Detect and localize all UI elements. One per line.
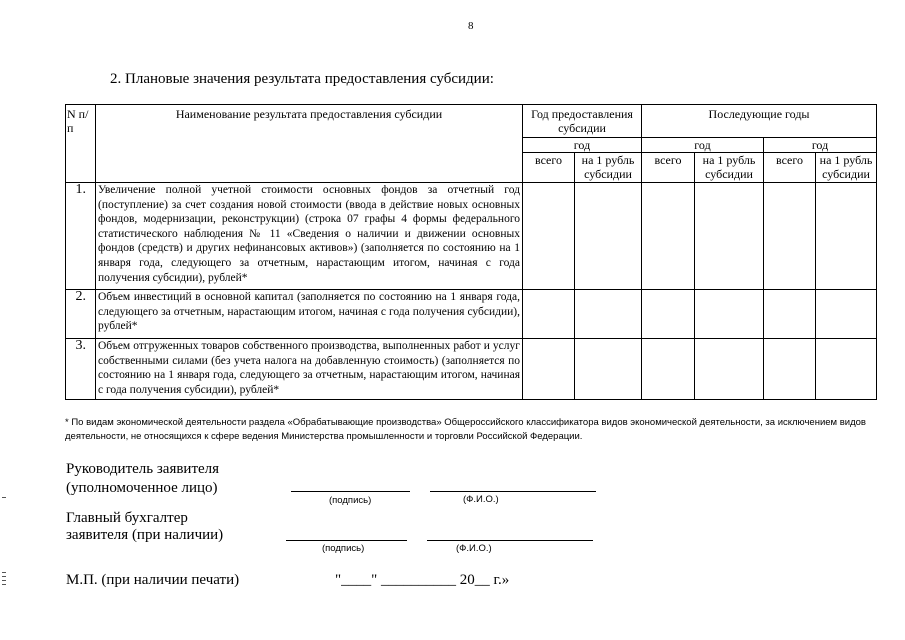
accountant-title-line2: заявителя (при наличии) [66, 527, 224, 543]
value-cell [523, 339, 575, 400]
row-name: Объем инвестиций в основной капитал (заполняется по состоянию на 1 января года, следующего за отчетным, нарастающим итогом, начиная с года получения субсидии), рублей* [96, 290, 523, 339]
value-cell [764, 290, 816, 339]
header-total: всего [642, 153, 695, 183]
margin-mark [2, 572, 6, 573]
header-year-next: год [642, 138, 764, 153]
value-cell [764, 183, 816, 290]
value-cell [642, 183, 695, 290]
row-number: 1. [66, 183, 96, 290]
table-row [66, 183, 877, 290]
margin-mark [2, 580, 6, 581]
header-per-ruble: на 1 рубль субсидии [575, 153, 642, 183]
page-number: 8 [468, 20, 474, 32]
row-name: Увеличение полной учетной стоимости основных фондов за отчетный год (поступление) за счет создания новой стоимости (ввода в действие новых основных фондов, модернизации, реконструкции) (строка 07 графы 4 формы федерального статистического наблюдения № 11 «Сведения о наличии и движении основных фондов (средств) и других нефинансовых активов») (заполняется по состоянию на 1 января года, следующего за отчетным, нарастающим итогом, начиная с года получения субсидии), рублей* [96, 183, 523, 290]
margin-mark [2, 576, 6, 577]
accountant-signature-line[interactable] [286, 540, 407, 541]
header-name: Наименование результата предоставления субсидии [96, 105, 523, 183]
value-cell [575, 339, 642, 400]
value-cell [695, 290, 764, 339]
header-total: всего [523, 153, 575, 183]
table-row [66, 339, 877, 400]
value-cell [523, 290, 575, 339]
row-name: Объем отгруженных товаров собственного производства, выполненных работ и услуг собственными силами (без учета налога на добавленную стоимость) (заполняется по состоянию на 1 января года, следующего за отчетным, нарастающим итогом, начиная с года получения субсидии), рублей* [96, 339, 523, 400]
value-cell [642, 339, 695, 400]
head-name-caption: (Ф.И.О.) [463, 494, 499, 505]
header-year-group: Год предоставления субсидии [523, 105, 642, 138]
section-title: 2. Плановые значения результата предоставления субсидии: [110, 71, 494, 87]
header-next-group: Последующие годы [642, 105, 877, 138]
value-cell [642, 290, 695, 339]
table-row [66, 290, 877, 339]
header-total: всего [764, 153, 816, 183]
head-signature-caption: (подпись) [329, 495, 372, 506]
value-cell [695, 339, 764, 400]
accountant-name-caption: (Ф.И.О.) [456, 543, 492, 554]
head-title-line2: (уполномоченное лицо) [66, 480, 218, 496]
header-num: N п/п [66, 105, 96, 183]
header-per-ruble: на 1 рубль субсидии [695, 153, 764, 183]
margin-mark [2, 584, 6, 585]
value-cell [575, 290, 642, 339]
value-cell [523, 183, 575, 290]
margin-mark [2, 497, 6, 498]
row-number: 3. [66, 339, 96, 400]
value-cell [816, 290, 877, 339]
accountant-name-line[interactable] [427, 540, 593, 541]
head-title-line1: Руководитель заявителя [66, 461, 220, 477]
head-name-line[interactable] [430, 491, 596, 492]
footnote: * По видам экономической деятельности раздела «Обрабатывающие производства» Общероссийского классификатора видов экономической деятельности, за исключением видов деятельности, не относящихся к сфере ведения Министерства промышленности и торговли Российской Федерации. [65, 417, 866, 442]
value-cell [695, 183, 764, 290]
header-year: год [523, 138, 642, 153]
stamp-label: М.П. (при наличии печати) [66, 572, 240, 588]
value-cell [764, 339, 816, 400]
value-cell [575, 183, 642, 290]
header-year-next2: год [764, 138, 877, 153]
accountant-signature-caption: (подпись) [322, 543, 365, 554]
date-field[interactable]: "____" __________ 20__ г.» [335, 572, 510, 588]
value-cell [816, 339, 877, 400]
head-signature-line[interactable] [291, 491, 410, 492]
row-number: 2. [66, 290, 96, 339]
value-cell [816, 183, 877, 290]
results-table [65, 104, 877, 400]
header-per-ruble: на 1 рубль субсидии [816, 153, 877, 183]
accountant-title-line1: Главный бухгалтер [66, 510, 188, 526]
